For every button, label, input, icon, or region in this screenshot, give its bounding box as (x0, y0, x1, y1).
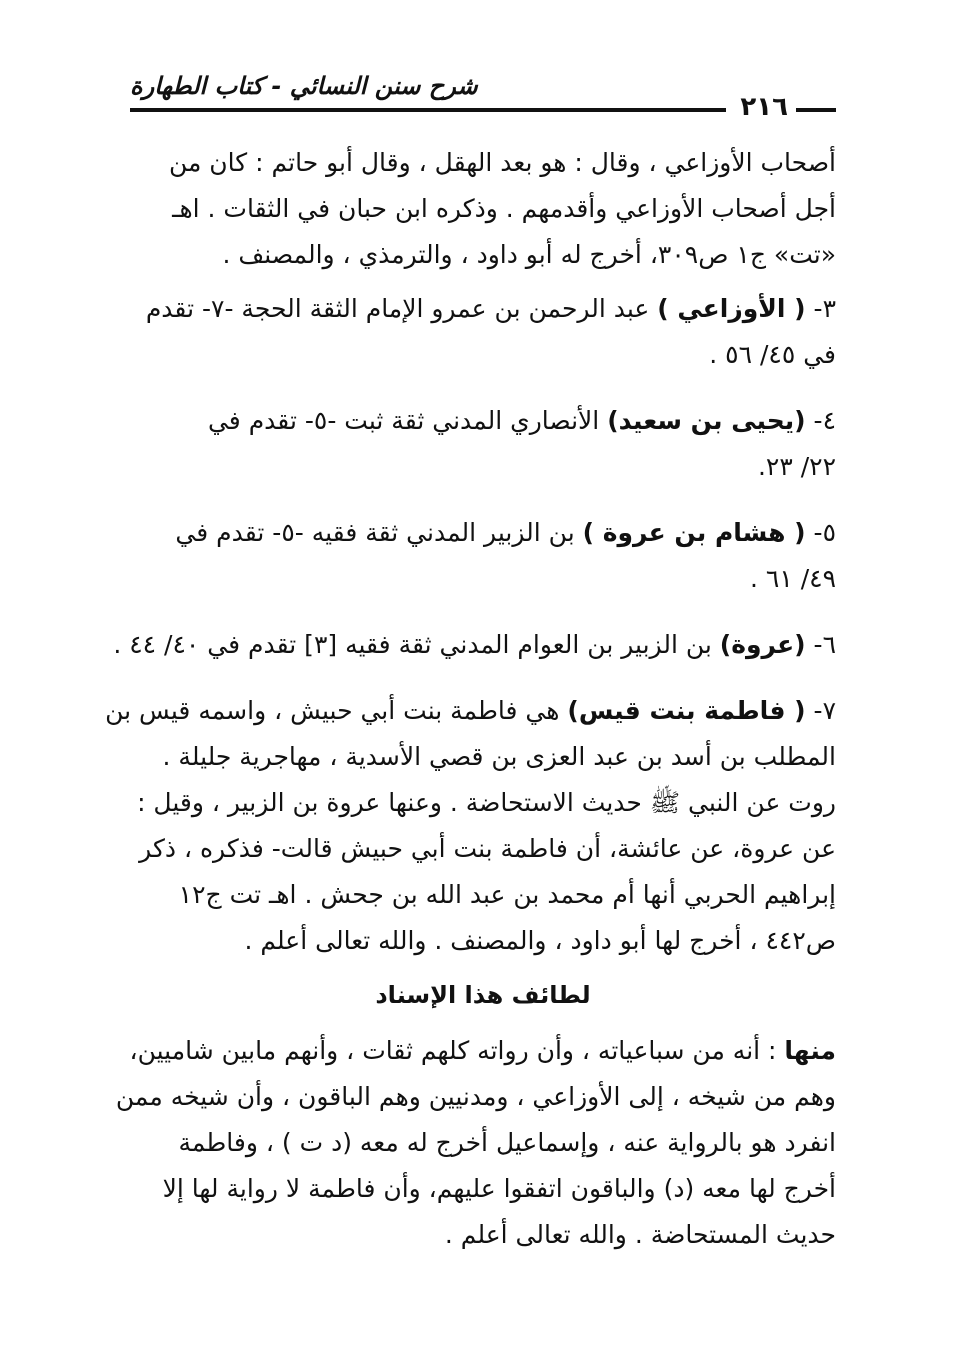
narrator-entry-4 (130, 398, 836, 490)
text-line: وهم من شيخه ، إلى الأوزاعي ، ومدنيين وهم الباقون ، وأن شيخه ممن (115, 1082, 836, 1111)
entry-number: ٦- (813, 630, 836, 659)
text-line (130, 398, 836, 444)
entry-number: ٤- (813, 406, 836, 435)
running-title: شرح سنن النسائي - كتاب الطهارة (130, 72, 478, 100)
section-paragraph (115, 1028, 836, 1258)
narrator-entry-6 (113, 622, 836, 668)
text-line: عن عروة، عن عائشة، أن فاطمة بنت أبي حبيش قالت- فذكره ، ذكر (139, 834, 836, 863)
text-line (130, 1028, 836, 1074)
entry-text: هي فاطمة بنت أبي حبيش ، واسمه قيس بن (105, 696, 560, 725)
text-line: في ٤٥/ ٥٦ . (709, 340, 836, 369)
narrator-name: (يحيى بن سعيد) (607, 406, 806, 435)
text-line: انفرد هو بالرواية عنه ، وإسماعيل أخرج له معه (د ت ) ، وفاطمة (178, 1128, 836, 1157)
page-number: ٢١٦ (740, 92, 788, 122)
text-line: المطلب بن أسد بن عبد العزى بن قصي الأسدية ، مهاجرية جليلة . (162, 742, 836, 771)
text-line: ٤٩/ ٦١ . (750, 564, 836, 593)
narrator-entry-7 (105, 688, 836, 964)
page-body (105, 140, 836, 1266)
entry-number: ٣- (813, 294, 836, 323)
text-line (113, 622, 836, 668)
entry-text: الأنصاري المدني ثقة ثبت -٥- تقدم في (207, 406, 600, 435)
narrator-name: (عروة) (719, 630, 806, 659)
narrator-entry-5 (130, 510, 836, 602)
text-line: «تت» ج١ ص٣٠٩، أخرج له أبو داود ، والترمذي ، والمصنف . (222, 240, 836, 269)
text-line (105, 688, 836, 734)
text-line: أجل أصحاب الأوزاعي وأقدمهم . وذكره ابن حبان في الثقات . اهـ (172, 194, 836, 223)
text-line: ٢٢/ ٢٣. (757, 452, 836, 481)
entry-text: بن الزبير المدني ثقة فقيه -٥- تقدم في (175, 518, 575, 547)
entry-number: ٥- (813, 518, 836, 547)
entry-text: عبد الرحمن بن عمرو الإمام الثقة الحجة -٧- تقدم (145, 294, 650, 323)
header-rule (130, 108, 726, 112)
text-line: روت عن النبي ﷺ حديث الاستحاضة . وعنها عروة بن الزبير ، وقيل : (137, 788, 836, 817)
text-line: ص٤٤٢ ، أخرج لها أبو داود ، والمصنف . والله تعالى أعلم . (244, 926, 836, 955)
narrator-name: ( فاطمة بنت قيس) (567, 696, 806, 725)
section-heading: لطائف هذا الإسناد (375, 981, 591, 1009)
entry-text: بن الزبير بن العوام المدني ثقة فقيه [٣] تقدم في ٤٠/ ٤٤ . (113, 630, 712, 659)
text-line: أخرج لها معه (د) والباقون اتفقوا عليهم، وأن فاطمة لا رواية لها إلا (162, 1174, 836, 1203)
text-line: حديث المستحاضة . والله تعالى أعلم . (444, 1220, 836, 1249)
narrator-entry-3 (130, 286, 836, 378)
lead-word: منها (784, 1036, 836, 1065)
page-header (130, 72, 836, 122)
text-line (130, 286, 836, 332)
narrator-name: ( هشام بن عروة ) (582, 518, 806, 547)
narrator-name: ( الأوزاعي ) (657, 294, 806, 323)
header-rule-short (796, 108, 836, 112)
section-text: : أنه من سباعياته ، وأن رواته كلهم ثقات ، وأنهم مابين شاميين، (129, 1036, 777, 1065)
text-line (130, 510, 836, 556)
text-line: أصحاب الأوزاعي ، وقال : هو بعد الهقل ، وقال أبو حاتم : كان من (168, 148, 836, 177)
entry-number: ٧- (813, 696, 836, 725)
text-line: إبراهيم الحربي أنها أم محمد بن عبد الله بن جحش . اهـ تت ج١٢ (178, 880, 836, 909)
intro-paragraph (130, 140, 836, 278)
